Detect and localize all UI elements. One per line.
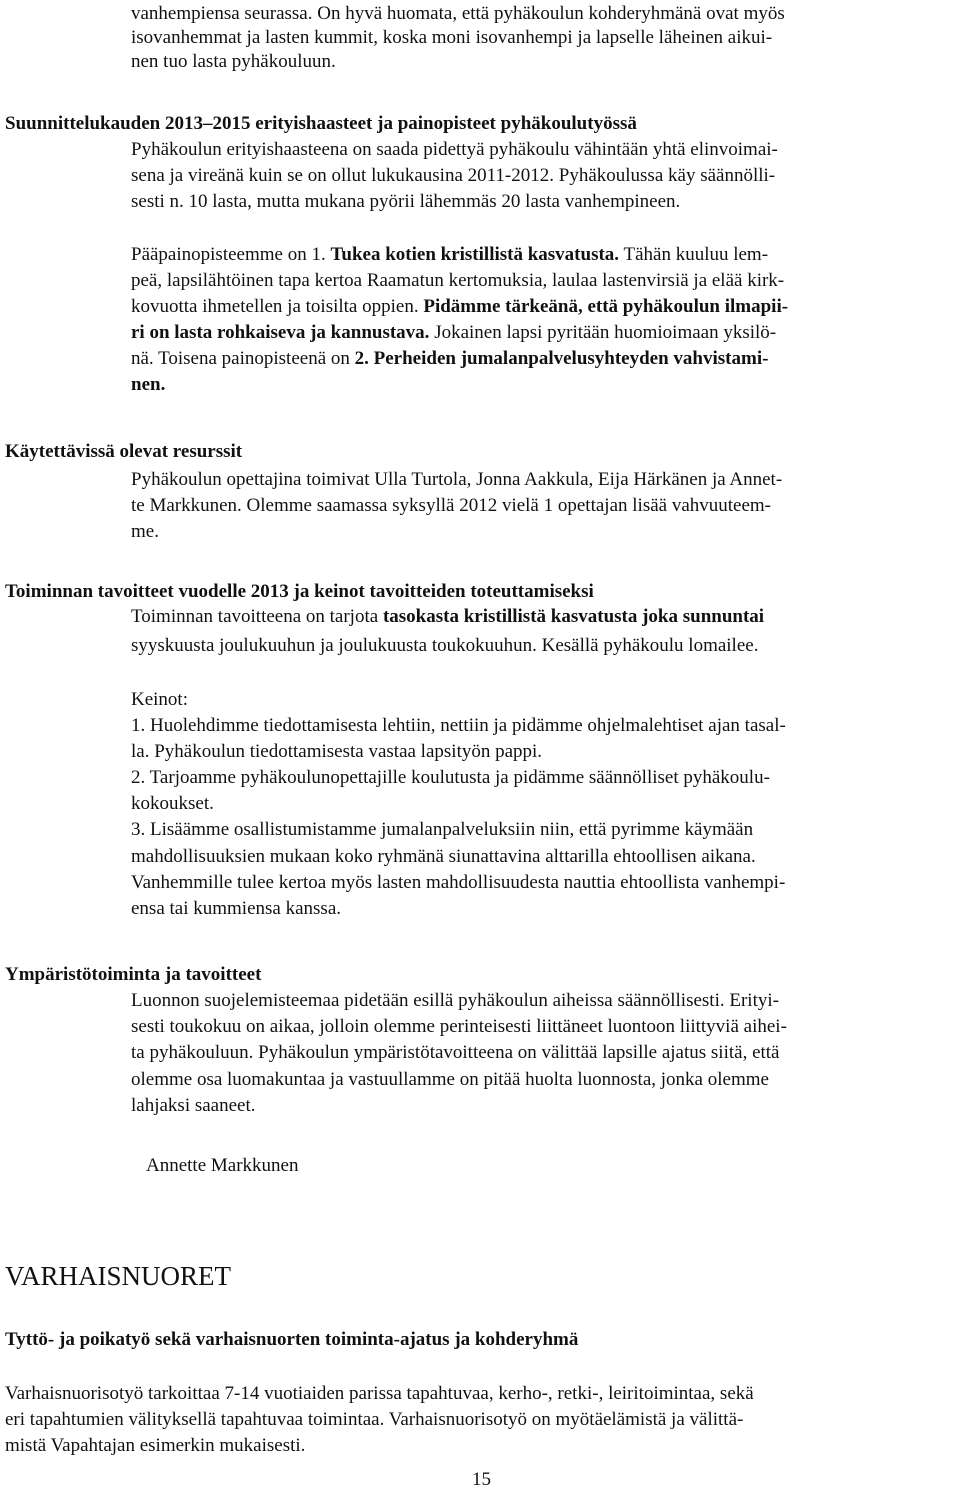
section-heading (5, 963, 261, 987)
section-heading (5, 112, 637, 136)
page-title: VARHAISNUORET (5, 1261, 232, 1291)
heading-text: Suunnittelukauden 2013–2015 erityishaasteet ja painopisteet pyhäkoulutyössä (5, 113, 637, 134)
intro-line: vanhempiensa seurassa. On hyvä huomata, että pyhäkoulun kohderyhmänä ovat myös (131, 3, 785, 24)
section-heading (5, 580, 594, 604)
paragraph-line: me. (131, 521, 159, 542)
paragraph-line: Luonnon suojelemisteemaa pidetään esillä pyhäkoulun aiheissa säännöllisesti. Erityi- (131, 990, 779, 1011)
section-heading (5, 440, 242, 464)
paragraph-line: Pyhäkoulun erityishaasteena on saada pidettyä pyhäkoulu vähintään yhtä elinvoimai- (131, 139, 778, 160)
keinot-label: Keinot: (131, 689, 188, 710)
paragraph-line: sesti toukokuu on aikaa, jolloin olemme perinteisesti liittäneet luontoon liittyviä aihei- (131, 1016, 787, 1037)
paragraph-line: peä, lapsilähtöinen tapa kertoa Raamatun kertomuksia, laulaa lastenvirsiä ja elää kirk- (131, 270, 785, 291)
text-run: Toiminnan tavoitteena on tarjota (131, 606, 383, 627)
signature: Annette Markkunen (146, 1155, 299, 1176)
paragraph-line: Pyhäkoulun opettajina toimivat Ulla Turtola, Jonna Aakkula, Eija Härkänen ja Annet- (131, 469, 783, 490)
list-item: 3. Lisäämme osallistumistamme jumalanpalveluksiin niin, että pyrimme käymään (131, 819, 754, 840)
intro-line: isovanhemmat ja lasten kummit, koska moni isovanhempi ja lapselle läheinen aikui- (131, 27, 773, 48)
paragraph-line: mistä Vapahtajan esimerkin mukaisesti. (5, 1435, 306, 1456)
heading-text: Tyttö- ja poikatyö sekä varhaisnuorten toiminta-ajatus ja kohderyhmä (5, 1329, 579, 1350)
text-run: nä. Toisena painopisteenä on (131, 348, 355, 369)
list-item: la. Pyhäkoulun tiedottamisesta vastaa lapsityön pappi. (131, 741, 543, 762)
list-item: mahdollisuuksien mukaan koko ryhmänä siunattavina alttarilla ehtoollisen aikana. (131, 846, 756, 867)
list-item: Vanhemmille tulee kertoa myös lasten mahdollisuudesta nauttia ehtoollista vanhempi- (131, 872, 786, 893)
bold-run: ri on lasta rohkaiseva ja kannustava. (131, 322, 430, 343)
paragraph-line (131, 243, 768, 267)
list-item: kokoukset. (131, 793, 214, 814)
bold-run: tasokasta kristillistä kasvatusta joka sunnuntai (382, 606, 765, 627)
list-item: 2. Tarjoamme pyhäkoulunopettajille koulutusta ja pidämme säännölliset pyhäkoulu- (131, 767, 770, 788)
paragraph-line: lahjaksi saaneet. (131, 1095, 256, 1116)
bold-run: Tukea kotien kristillistä kasvatusta. (330, 244, 620, 265)
paragraph-line: sena ja vireänä kuin se on ollut lukukausina 2011-2012. Pyhäkoulussa käy säännölli- (131, 165, 776, 186)
text-run: Pääpainopisteemme on 1. (131, 244, 331, 265)
heading-text: Ympäristötoiminta ja tavoitteet (5, 964, 262, 985)
bold-run: nen. (131, 374, 166, 395)
paragraph-line: Varhaisnuorisotyö tarkoittaa 7-14 vuotiaiden parissa tapahtuvaa, kerho-, retki-, leiritoimintaa, sekä (5, 1383, 754, 1404)
page-number: 15 (472, 1469, 491, 1490)
paragraph-line (131, 373, 165, 397)
paragraph-line: te Markkunen. Olemme saamassa syksyllä 2012 vielä 1 opettajan lisää vahvuuteem- (131, 495, 772, 516)
paragraph-line: eri tapahtumien välityksellä tapahtuvaa toimintaa. Varhaisnuorisotyö on myötäelämistä ja välittä- (5, 1409, 744, 1430)
bold-run: 2. Perheiden jumalanpalvelusyhteyden vahvistami- (354, 348, 769, 369)
paragraph-line (131, 605, 764, 629)
text-run: kovuotta ihmetellen ja toisilta oppien. (131, 296, 424, 317)
heading-text: Käytettävissä olevat resurssit (5, 441, 243, 462)
paragraph-line: syyskuusta joulukuuhun ja joulukuusta toukokuuhun. Kesällä pyhäkoulu lomailee. (131, 635, 759, 656)
paragraph-line (131, 321, 776, 345)
paragraph-line: olemme osa luomakuntaa ja vastuullamme on pitää huolta luonnosta, jonka olemme (131, 1069, 769, 1090)
list-item: 1. Huolehdimme tiedottamisesta lehtiin, nettiin ja pidämme ohjelmalehtiset ajan tasal- (131, 715, 786, 736)
paragraph-line: sesti n. 10 lasta, mutta mukana pyörii lähemmäs 20 lasta vanhempineen. (131, 191, 681, 212)
intro-line: nen tuo lasta pyhäkouluun. (131, 51, 336, 72)
section-heading (5, 1328, 578, 1352)
paragraph-line: ta pyhäkouluun. Pyhäkoulun ympäristötavoitteena on välittää lapsille ajatus siitä, että (131, 1042, 780, 1063)
heading-text: Toiminnan tavoitteet vuodelle 2013 ja keinot tavoitteiden toteuttamiseksi (5, 581, 594, 602)
bold-run: Pidämme tärkeänä, että pyhäkoulun ilmapii- (423, 296, 789, 317)
text-run: Tähän kuuluu lem- (619, 244, 769, 265)
paragraph-line (131, 347, 768, 371)
paragraph-line (131, 295, 788, 319)
list-item: ensa tai kummiensa kanssa. (131, 898, 342, 919)
text-run: Jokainen lapsi pyritään huomioimaan yksilö- (429, 322, 777, 343)
